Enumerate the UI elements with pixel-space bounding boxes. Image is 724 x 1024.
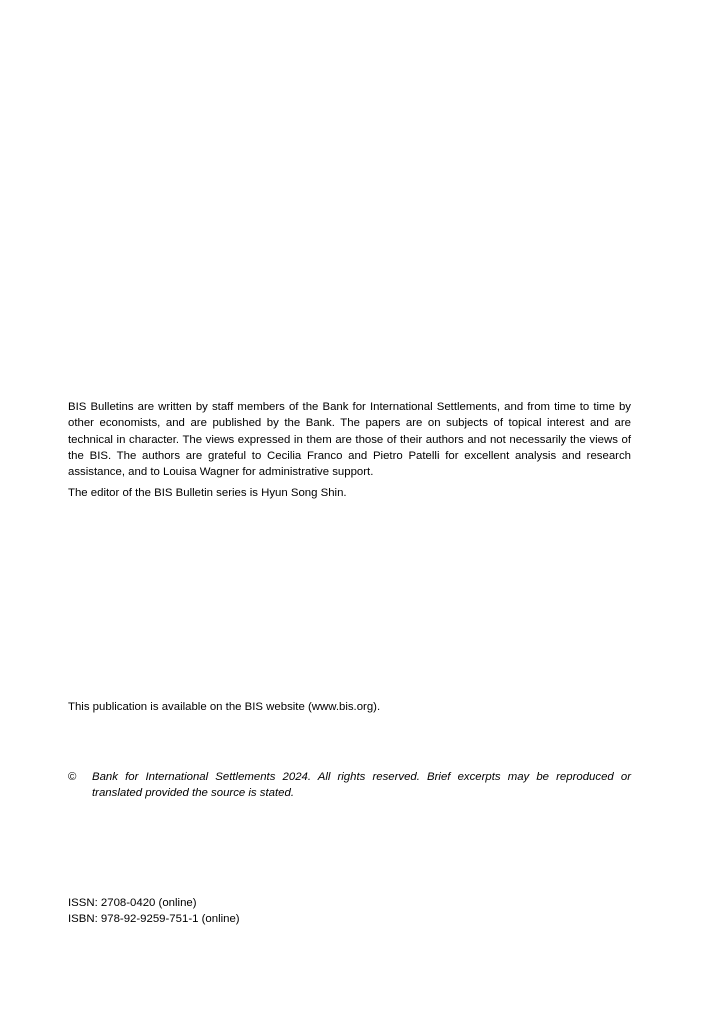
publication-identifiers [68,895,631,928]
editor-note: The editor of the BIS Bulletin series is Hyun Song Shin. [68,487,347,500]
availability-text: This publication is available on the BIS website (www.bis.org). [68,701,381,713]
copyright-symbol: © [68,771,77,783]
intro-section [68,399,631,502]
intro-paragraph: BIS Bulletins are written by staff members of the Bank for International Settlements, and from time to time by other economists, and are published by the Bank. The papers are on subjects of topical interest and are technical in character. The views expressed in them are those of their authors and not necessarily the views of the BIS. The authors are grateful to Cecilia Franco and Pietro Patelli for excellent analysis and research assistance, and to Louisa Wagner for administrative support. [68,401,631,479]
issn-line: ISSN: 2708-0420 (online) [68,897,197,909]
availability-note [68,699,631,715]
copyright-notice [68,769,631,802]
isbn-line: ISBN: 978-92-9259-751-1 (online) [68,913,240,926]
copyright-text: Bank for International Settlements 2024. All rights reserved. Brief excerpts may be reproduced or translated provided the source is stated. [92,771,631,800]
